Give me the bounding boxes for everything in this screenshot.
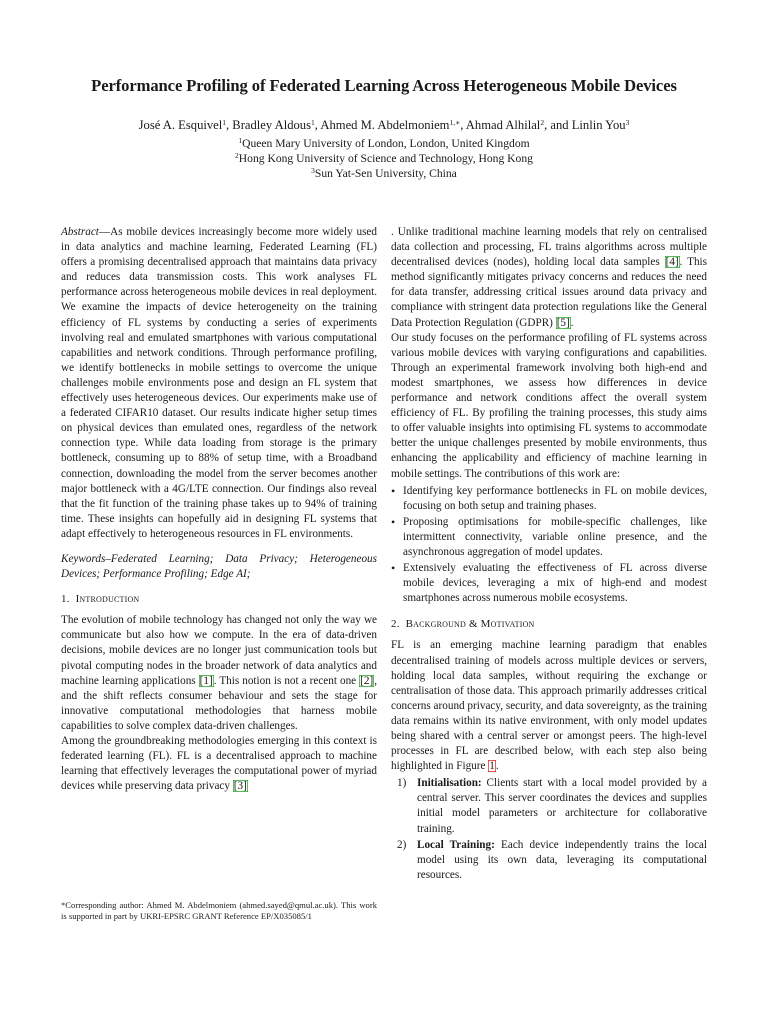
intro-paragraph-1: The evolution of mobile technology has changed not only the way we communicate but also how we compute. In the era of data-driven decisions, mobile devices are no longer just communication tools but pivotal computing nodes in the broader network of data analytics and machine learning applications [1]. This notion is not a recent one [2], and the shift reflects consumer behaviour and sets the stage for innovative computational methodologies that harness mobile capabilities to solve complex data-driven challenges.: [61, 614, 377, 732]
author-affil-sup: 1: [222, 118, 226, 127]
author-name: Bradley Aldous: [232, 118, 312, 132]
corresponding-author-footnote: *Corresponding author: Ahmed M. Abdelmoniem (ahmed.sayed@qmul.ac.uk). This work is supported in part by UKRI-EPSRC GRANT Reference EP/X035085/1: [61, 900, 377, 921]
right-column: [391, 225, 707, 884]
section-heading-background: 2. Background & Motivation: [391, 618, 535, 631]
author-affil-sup: 2: [540, 118, 545, 127]
author-name: José A. Esquivel: [138, 118, 223, 132]
intro-paragraph-3: Our study focuses on the performance profiling of FL systems across various mobile devices with varying configurations and capabilities. Through an experimental framework involving both high-end and modest smartphones, we assess how differences in device performance and network conditions affect the overall system efficiency of FL. By profiling the training processes, this study aims to offer valuable insights into optimising FL systems to accommodate better the unique challenges presented by mobile environments, thus enhancing the applicability and efficiency of machine learning in mobile settings. The contributions of this work are:: [391, 331, 707, 480]
affiliation-list: [40, 136, 728, 181]
abstract-label: Abstract: [61, 226, 99, 238]
author-affil-sup: 3: [625, 118, 630, 127]
affiliation: $^1$Queen Mary University of London, London, United Kingdom: [238, 136, 530, 150]
section-heading-introduction: 1. Introduction: [61, 593, 140, 606]
intro-paragraph-2-continued: . Unlike traditional machine learning models that rely on centralised data collection and processing, FL trains algorithms across multiple decentralised devices (nodes), holding local data samples [4]. This method significantly mitigates privacy concerns and reduces the need for data transfer, addressing critical issues around data privacy and compliance with stringent data protection regulations like the General Data Protection Regulation (GDPR) [5].: [391, 226, 707, 329]
author-affil-sup: 1: [311, 118, 315, 127]
citation-link[interactable]: [3]: [233, 780, 247, 793]
author-affil-sup: 1,∗: [449, 118, 461, 127]
author-name: Linlin You: [571, 118, 626, 132]
citation-link[interactable]: [1]: [199, 674, 213, 687]
keywords: Keywords–Federated Learning; Data Privacy; Heterogeneous Devices; Performance Profiling; Edge AI;: [61, 552, 377, 581]
background-paragraph-1: FL is an emerging machine learning paradigm that enables decentralised training of models across multiple devices or servers, holding local data samples, without requiring the exchange or centralisation of those data. This approach primarily addresses critical concerns around privacy, security, and data sovereignty, as the training data remains within its native environment, with only model updates being shared with a central server or amongst peers. The high-level processes in FL are described below, with each step also being highlighted in Figure 1.: [391, 639, 707, 773]
author-name: Ahmed M. Abdelmoniem: [320, 118, 450, 132]
list-item: 1) Initialisation: Clients start with a local model provided by a central server. This server coordinates the devices and supplies initial model parameters or architecture for collaborative training.: [397, 777, 707, 835]
citation-link[interactable]: [4]: [665, 256, 679, 269]
citation-link[interactable]: [5]: [556, 316, 570, 329]
affiliation: $^2$Hong Kong University of Science and Technology, Hong Kong: [235, 151, 533, 165]
author-list: José A. Esquivel$^1$, Bradley Aldous$^1$, Ahmed M. Abdelmoniem$^{1,∗}$, Ahmad Alhilal$^2$, and Linlin You$^3$: [138, 118, 630, 132]
list-item: • Identifying key performance bottlenecks in FL on mobile devices, focusing on both setup and training phases.: [391, 484, 707, 514]
figure-reference-link[interactable]: 1: [489, 760, 495, 773]
contribution-list: [391, 484, 707, 607]
affiliation: $^3$Sun Yat-Sen University, China: [311, 166, 457, 180]
list-item: • Proposing optimisations for mobile-specific challenges, like intermittent connectivity, variable online presence, and the asynchronous aggregation of model updates.: [391, 515, 707, 560]
abstract-text: —As mobile devices increasingly become more widely used in data analytics and machine learning, Federated Learning (FL) offers a promising decentralised approach that maintains data privacy and reduces data transmission costs. This work analyses FL performance across heterogeneous mobile devices in real deployment. We examine the impacts of device heterogeneity on the training efficiency of FL systems by conducting a series of experiments involving real and emulated smartphones with various computational capabilities and network conditions. Through performance profiling, we identify bottlenecks in mobile settings to overcome the unique challenges mobile environments pose and design an FL system that effectively uses heterogeneous devices. Our experiments make use of a federated CIFAR10 dataset. Our results indicate higher setup times on physical devices than emulated ones, regardless of the network connection type. While data loading from storage is the primary bottleneck, consuming up to 88% of setup time, with a Broadband connection, downloading the model from the server becomes another major bottleneck with a 4G/LTE connection. Our findings also reveal that the fit function of the training phase takes up to 94% of training time. These insights can hopefully aid in designing FL systems that adapt effectively to heterogeneous resources in FL environments.: [61, 226, 377, 540]
paper-title: Performance Profiling of Federated Learning Across Heterogeneous Mobile Devices: [91, 76, 677, 95]
citation-link[interactable]: [2]: [360, 674, 374, 687]
fl-process-steps: [391, 776, 707, 883]
author-name: Ahmad Alhilal: [465, 118, 541, 132]
list-item: 2) Local Training: Each device independently trains the local model using its own data, leveraging its computational resources.: [397, 838, 707, 881]
left-column: [61, 225, 377, 794]
intro-paragraph-2: Among the groundbreaking methodologies emerging in this context is federated learning (FL). FL is a decentralised approach to machine learning that effectively leverages the computational power of myriad devices while preserving data privacy [3]: [61, 735, 377, 793]
abstract: [61, 225, 377, 542]
list-item: • Extensively evaluating the effectiveness of FL across diverse mobile devices, leveraging a mix of high-end and modest smartphones across numerous mobile ecosystems.: [391, 561, 707, 606]
